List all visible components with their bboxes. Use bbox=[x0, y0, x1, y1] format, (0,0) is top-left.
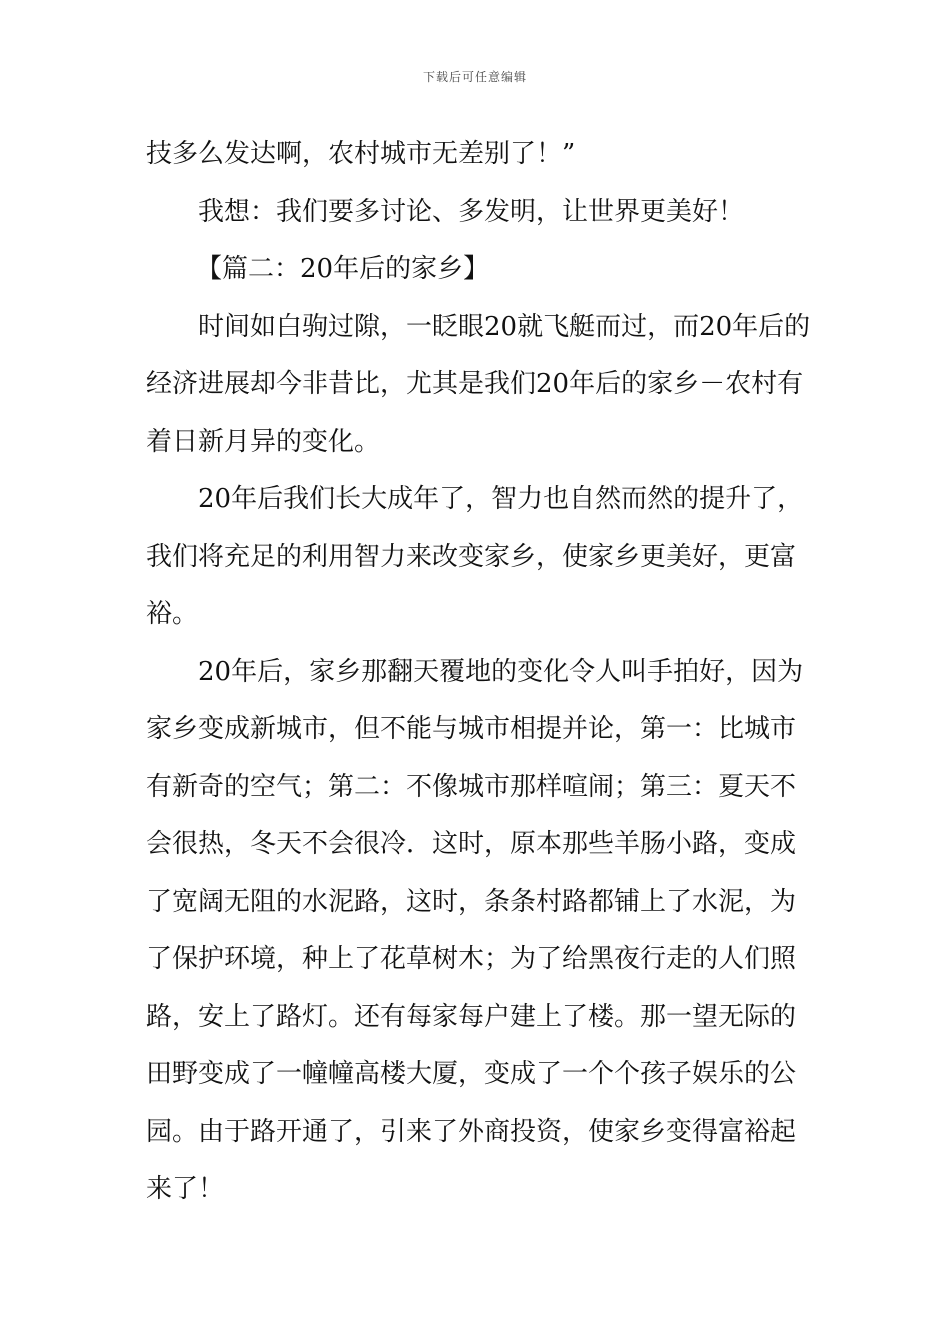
text-line: 了宽阔无阻的水泥路，这时，条条村路都铺上了水泥，为 bbox=[146, 886, 797, 917]
document-body bbox=[146, 126, 811, 1219]
text-line: 时间如白驹过隙，一眨眼20就飞艇而过，而20年后的 bbox=[198, 311, 811, 342]
text-line: 经济进展却今非昔比，尤其是我们20年后的家乡－农村有 bbox=[146, 369, 804, 399]
text-line: 来了！ bbox=[146, 1174, 225, 1204]
text-line: 家乡变成新城市，但不能与城市相提并论，第一：比城市 bbox=[146, 714, 797, 744]
text-line: 裕。 bbox=[146, 599, 199, 629]
text-line: 我们将充足的利用智力来改变家乡，使家乡更美好，更富 bbox=[146, 541, 797, 572]
text-line: 田野变成了一幢幢高楼大厦，变成了一个个孩子娱乐的公 bbox=[146, 1059, 797, 1089]
text-line: 路，安上了路灯。还有每家每户建上了楼。那一望无际的 bbox=[146, 1001, 797, 1032]
text-line: 我想：我们要多讨论、多发明，让世界更美好！ bbox=[198, 196, 745, 227]
text-line: 园。由于路开通了，引来了外商投资，使家乡变得富裕起 bbox=[146, 1116, 797, 1147]
text-line: 了保护环境，种上了花草树木；为了给黑夜行走的人们照 bbox=[146, 944, 797, 974]
text-line: 有新奇的空气；第二：不像城市那样喧闹；第三：夏天不 bbox=[146, 771, 797, 802]
text-line: 会很热，冬天不会很冷．这时，原本那些羊肠小路，变成 bbox=[146, 829, 797, 859]
text-line: 着日新月异的变化。 bbox=[146, 426, 381, 457]
page-header: 下载后可任意编辑 bbox=[422, 70, 527, 84]
text-line: 技多么发达啊，农村城市无差别了！” bbox=[146, 139, 576, 169]
text-line: 20年后我们长大成年了，智力也自然而然的提升了， bbox=[198, 484, 804, 514]
text-line: 20年后，家乡那翻天覆地的变化令人叫手拍好，因为 bbox=[198, 656, 804, 687]
section-heading: 【篇二：20年后的家乡】 bbox=[196, 254, 490, 284]
